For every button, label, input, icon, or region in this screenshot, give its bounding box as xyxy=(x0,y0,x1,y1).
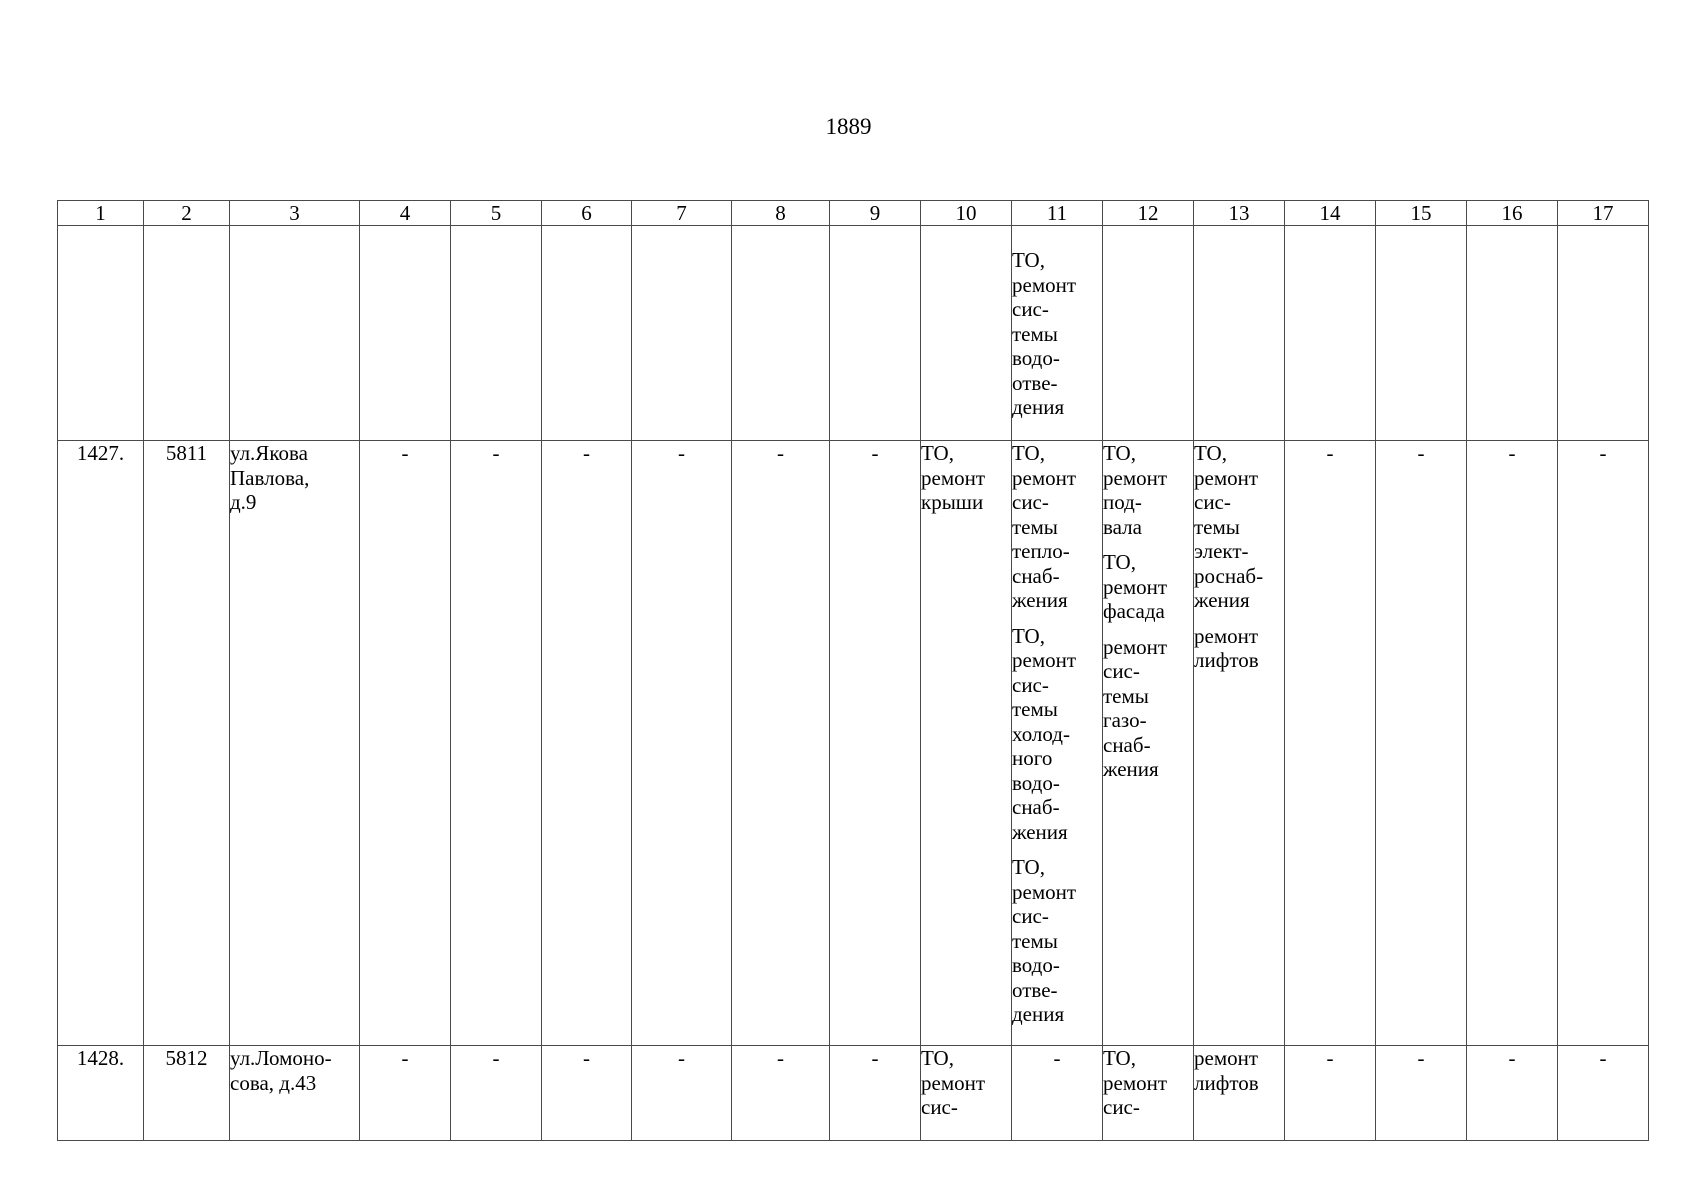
work-cell xyxy=(921,1046,1012,1141)
header-row xyxy=(58,201,1649,226)
header-cell: 16 xyxy=(1467,201,1558,226)
table-cell: - xyxy=(1376,441,1467,1046)
table-cell xyxy=(1285,226,1376,441)
table-cell xyxy=(732,226,830,441)
header-cell: 2 xyxy=(144,201,230,226)
continuation-row xyxy=(58,226,1649,441)
work-item: ТО, ремонт фасада xyxy=(1103,550,1168,623)
work-item: ТО, ремонт сис- xyxy=(1103,1046,1168,1119)
work-cell xyxy=(1103,1046,1194,1141)
table-cell: - xyxy=(732,1046,830,1141)
table-cell: - xyxy=(1285,441,1376,1046)
row-code: 5812 xyxy=(144,1046,230,1141)
work-item: ремонт сис- темы газо- снаб- жения xyxy=(1103,634,1168,781)
work-cell xyxy=(921,441,1012,1046)
table-cell xyxy=(1376,226,1467,441)
table-row xyxy=(58,441,1649,1046)
work-cell xyxy=(1012,441,1103,1046)
table-cell: - xyxy=(542,1046,632,1141)
table-cell: - xyxy=(1285,1046,1376,1141)
table-cell: - xyxy=(1376,1046,1467,1141)
table-cell: - xyxy=(1012,1046,1103,1141)
table-cell xyxy=(830,226,921,441)
table-cell xyxy=(58,226,144,441)
data-table xyxy=(57,200,1649,1141)
page-number: 1889 xyxy=(825,114,872,139)
row-number: 1427. xyxy=(58,441,144,1046)
header-cell: 8 xyxy=(732,201,830,226)
work-item: ТО, ремонт сис- темы водо- отве- дения xyxy=(1012,248,1077,419)
header-cell: 4 xyxy=(360,201,451,226)
table-cell: - xyxy=(542,441,632,1046)
table-cell: - xyxy=(1558,1046,1649,1141)
work-item: ТО, ремонт под- вала xyxy=(1103,441,1168,539)
table-cell: - xyxy=(1558,441,1649,1046)
table-cell xyxy=(921,226,1012,441)
work-item: ТО, ремонт сис- темы тепло- снаб- жения xyxy=(1012,441,1077,612)
work-cell xyxy=(1194,1046,1285,1141)
row-address xyxy=(230,1046,360,1141)
table-cell: - xyxy=(451,1046,542,1141)
row-number: 1428. xyxy=(58,1046,144,1141)
header-cell: 17 xyxy=(1558,201,1649,226)
table-cell: - xyxy=(360,441,451,1046)
table-cell xyxy=(1103,226,1194,441)
work-item: ремонт лифтов xyxy=(1194,1046,1259,1095)
table-cell: - xyxy=(360,1046,451,1141)
address-text: ул.Ломоно- сова, д.43 xyxy=(230,1046,332,1095)
work-cell xyxy=(1012,226,1103,441)
work-item: ТО, ремонт сис- темы элект- роснаб- жения xyxy=(1194,441,1264,612)
header-cell: 15 xyxy=(1376,201,1467,226)
work-item: ТО, ремонт сис- xyxy=(921,1046,986,1119)
table-cell xyxy=(230,226,360,441)
table-cell: - xyxy=(830,1046,921,1141)
table-cell: - xyxy=(1467,441,1558,1046)
table-cell xyxy=(1467,226,1558,441)
work-item: ТО, ремонт сис- темы водо- отве- дения xyxy=(1012,855,1077,1026)
table-cell: - xyxy=(632,441,732,1046)
table-cell: - xyxy=(1467,1046,1558,1141)
header-cell: 12 xyxy=(1103,201,1194,226)
table-cell: - xyxy=(830,441,921,1046)
header-cell: 1 xyxy=(58,201,144,226)
work-cell xyxy=(1194,441,1285,1046)
work-item: ТО, ремонт сис- темы холод- ного водо- снаб- жения xyxy=(1012,623,1077,844)
table-cell xyxy=(144,226,230,441)
table-cell xyxy=(1194,226,1285,441)
header-cell: 5 xyxy=(451,201,542,226)
work-item: ремонт лифтов xyxy=(1194,623,1259,672)
row-code: 5811 xyxy=(144,441,230,1046)
table-cell xyxy=(451,226,542,441)
row-address xyxy=(230,441,360,1046)
table-cell: - xyxy=(732,441,830,1046)
work-cell xyxy=(1103,441,1194,1046)
address-text: ул.Якова Павлова, д.9 xyxy=(230,441,310,514)
header-cell: 7 xyxy=(632,201,732,226)
header-cell: 10 xyxy=(921,201,1012,226)
table-row xyxy=(58,1046,1649,1141)
header-cell: 6 xyxy=(542,201,632,226)
header-cell: 11 xyxy=(1012,201,1103,226)
table-cell: - xyxy=(632,1046,732,1141)
table-cell xyxy=(1558,226,1649,441)
header-cell: 14 xyxy=(1285,201,1376,226)
table-cell xyxy=(632,226,732,441)
table-cell xyxy=(360,226,451,441)
table-cell xyxy=(542,226,632,441)
header-cell: 9 xyxy=(830,201,921,226)
table-cell: - xyxy=(451,441,542,1046)
work-item: ТО, ремонт крыши xyxy=(921,441,986,514)
header-cell: 13 xyxy=(1194,201,1285,226)
header-cell: 3 xyxy=(230,201,360,226)
